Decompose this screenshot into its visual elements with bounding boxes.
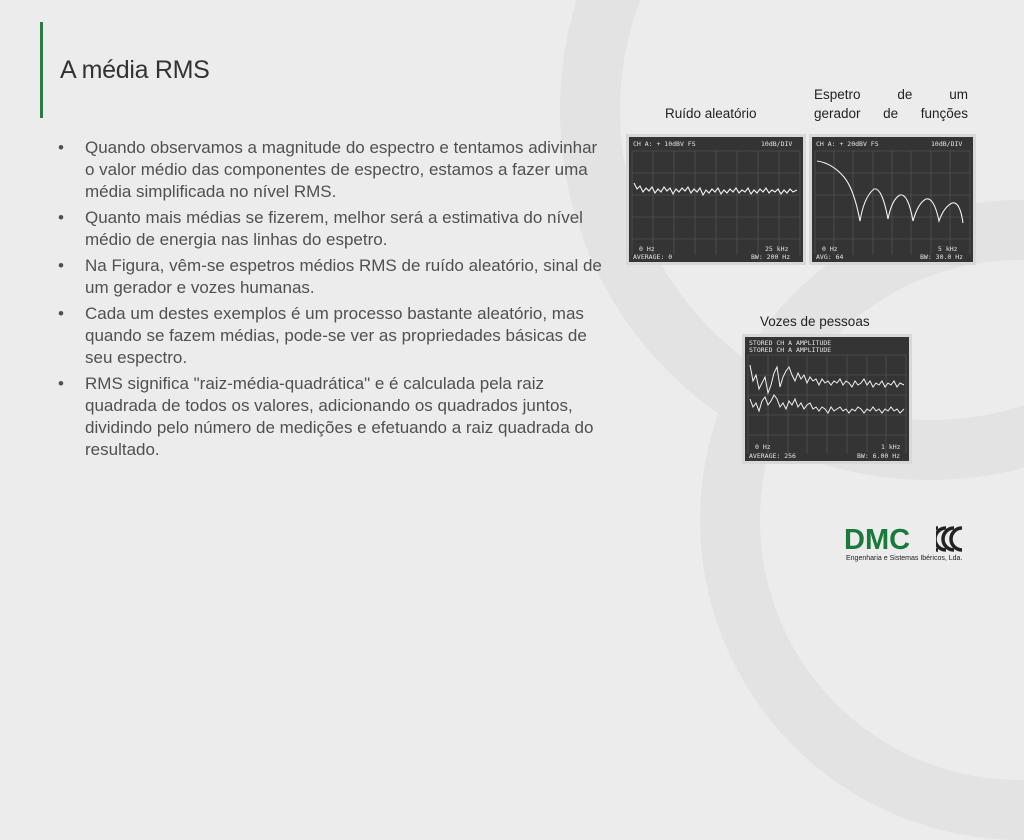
bullet-text: Quando observamos a magnitude do espectro e tentamos adivinhar o valor médio das componentes de espectro, estamos a fazer uma média simplificada no nível RMS.	[85, 138, 598, 201]
voices-caption: Vozes de pessoas	[760, 314, 870, 329]
generator-screen-average: AVG: 64	[816, 253, 844, 261]
noise-screen-start-freq: 0 Hz	[639, 245, 655, 253]
voices-screen-header-2: STORED CH A AMPLITUDE	[749, 346, 832, 354]
generator-screen-header: CH A: + 20dBV FS	[816, 140, 879, 148]
bullet-text: Na Figura, vêm-se espetros médios RMS de ruído aleatório, sinal de um gerador e vozes humanas.	[85, 256, 602, 297]
generator-trace	[817, 161, 963, 223]
generator-screen-stop-freq: 5 kHz	[938, 245, 958, 253]
list-item	[58, 207, 606, 251]
noise-spectrum-screenshot	[626, 134, 806, 265]
voices-screen-bandwidth: BW: 6.00 Hz	[857, 452, 901, 460]
list-item	[58, 255, 606, 299]
company-logo	[844, 524, 976, 568]
bullet-text: RMS significa "raiz-média-quadrática" e é calculada pela raiz quadrada de todos os valores, adicionando os quadrados juntos, dividindo pelo número de medições e efetuando a raiz quadrada do resultado.	[85, 374, 594, 459]
list-item	[58, 137, 606, 203]
page-title: A média RMS	[60, 56, 210, 84]
generator-screen-scale: 10dB/DIV	[931, 140, 963, 148]
bullet-icon: •	[58, 256, 64, 275]
noise-screen-bandwidth: BW: 200 Hz	[751, 253, 791, 261]
bullet-icon: •	[58, 304, 64, 323]
voices-screen-stop-freq: 1 kHz	[881, 443, 901, 451]
title-accent-bar	[40, 22, 43, 118]
voices-spectrum-screenshot	[742, 334, 912, 464]
voices-screen-start-freq: 0 Hz	[755, 443, 771, 451]
bullet-text: Quanto mais médias se fizerem, melhor será a estimativa do nível médio de energia nas linhas do espetro.	[85, 208, 583, 249]
generator-caption	[814, 85, 968, 123]
voices-screen-average: AVERAGE: 256	[749, 452, 796, 460]
logo-subtitle: Engenharia e Sistemas Ibéricos, Lda.	[846, 555, 963, 562]
noise-trace	[634, 183, 797, 195]
generator-caption-line2: gerador de funções	[814, 106, 968, 121]
voices-screen-header-1: STORED CH A AMPLITUDE	[749, 339, 832, 347]
bullet-icon: •	[58, 138, 64, 157]
generator-screen-bandwidth: BW: 30.0 Hz	[920, 253, 964, 261]
noise-screen-scale: 10dB/DIV	[761, 140, 793, 148]
noise-screen-stop-freq: 25 kHz	[765, 245, 789, 253]
noise-screen-average: AVERAGE: 0	[633, 253, 673, 261]
list-item	[58, 373, 606, 461]
generator-spectrum-screenshot	[809, 134, 976, 265]
generator-screen-start-freq: 0 Hz	[822, 245, 838, 253]
bullet-text: Cada um destes exemplos é um processo bastante aleatório, mas quando se fazem médias, pode-se ver as propriedades básicas de seu espectro.	[85, 304, 587, 367]
noise-screen-header: CH A: + 10dBV FS	[633, 140, 696, 148]
list-item	[58, 303, 606, 369]
bullet-icon: •	[58, 374, 64, 393]
bullet-list	[58, 137, 606, 465]
noise-caption: Ruído aleatório	[665, 106, 757, 121]
bullet-icon: •	[58, 208, 64, 227]
logo-arcs-icon	[936, 526, 974, 552]
generator-caption-line1: Espetro de um	[814, 87, 968, 102]
logo-wordmark: DMC	[844, 524, 911, 556]
